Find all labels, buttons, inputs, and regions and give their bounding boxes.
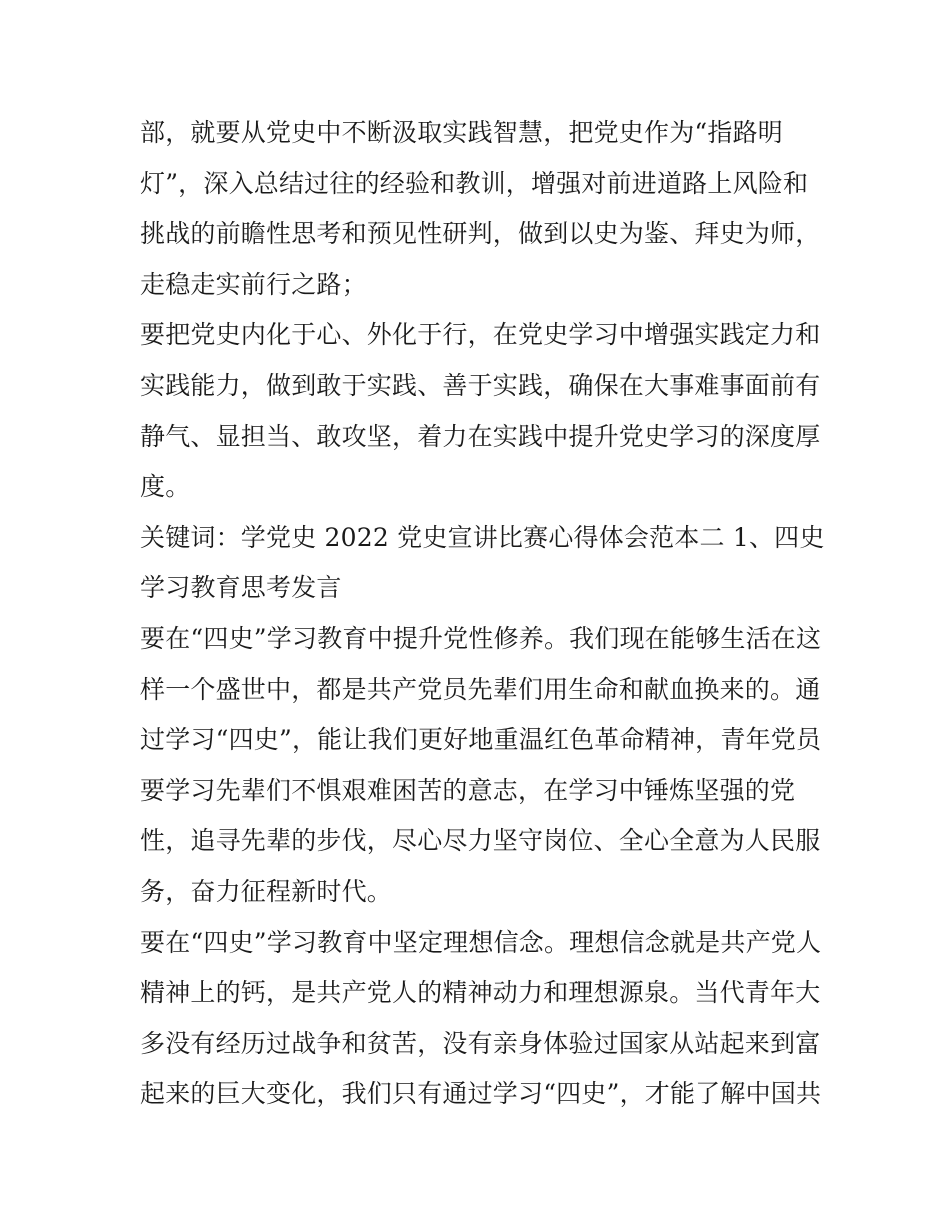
paragraph-4 xyxy=(140,614,820,918)
text-line: 关键词：学党史 2022 党史宣讲比赛心得体会范本二 1、四史 xyxy=(140,522,825,552)
document-page xyxy=(140,108,825,1120)
text-line: 精神上的钙，是共产党人的精神动力和理想源泉。当代青年大 xyxy=(140,978,821,1008)
text-line: 性，追寻先辈的步伐，尽心尽力坚守岗位、全心全意为人民服 xyxy=(140,826,821,856)
keywords-paragraph xyxy=(140,513,825,614)
paragraph-2 xyxy=(140,310,820,512)
text-line: 挑战的前瞻性思考和预见性研判，做到以史为鉴、拜史为师， xyxy=(140,219,821,249)
text-line: 走稳走实前行之路； xyxy=(140,269,367,299)
text-line: 多没有经历过战争和贫苦，没有亲身体验过国家从站起来到富 xyxy=(140,1028,821,1058)
paragraph-1 xyxy=(140,108,820,310)
text-line: 实践能力，做到敢于实践、善于实践，确保在大事难事面前有 xyxy=(140,370,821,400)
text-line: 起来的巨大变化，我们只有通过学习“四史”，才能了解中国共 xyxy=(140,1079,822,1109)
text-line: 要把党史内化于心、外化于行，在党史学习中增强实践定力和 xyxy=(140,320,821,350)
text-line: 样一个盛世中，都是共产党员先辈们用生命和献血换来的。通 xyxy=(140,674,821,704)
text-line: 学习教育思考发言 xyxy=(140,573,342,603)
text-line: 部，就要从党史中不断汲取实践智慧，把党史作为“指路明 xyxy=(140,118,783,147)
text-line: 度。 xyxy=(140,472,191,502)
text-line: 灯”，深入总结过往的经验和教训，增强对前进道路上风险和 xyxy=(140,168,809,198)
text-line: 要学习先辈们不惧艰难困苦的意志，在学习中锤炼坚强的党 xyxy=(140,775,796,805)
text-line: 要在“四史”学习教育中提升党性修养。我们现在能够生活在这 xyxy=(140,623,822,653)
text-line: 过学习“四史”，能让我们更好地重温红色革命精神，青年党员 xyxy=(140,725,822,755)
text-line: 要在“四史”学习教育中坚定理想信念。理想信念就是共产党人 xyxy=(140,927,822,957)
text-line: 务，奋力征程新时代。 xyxy=(140,876,393,906)
text-line: 静气、显担当、敢攻坚，着力在实践中提升党史学习的深度厚 xyxy=(140,421,821,451)
paragraph-5 xyxy=(140,918,820,1120)
